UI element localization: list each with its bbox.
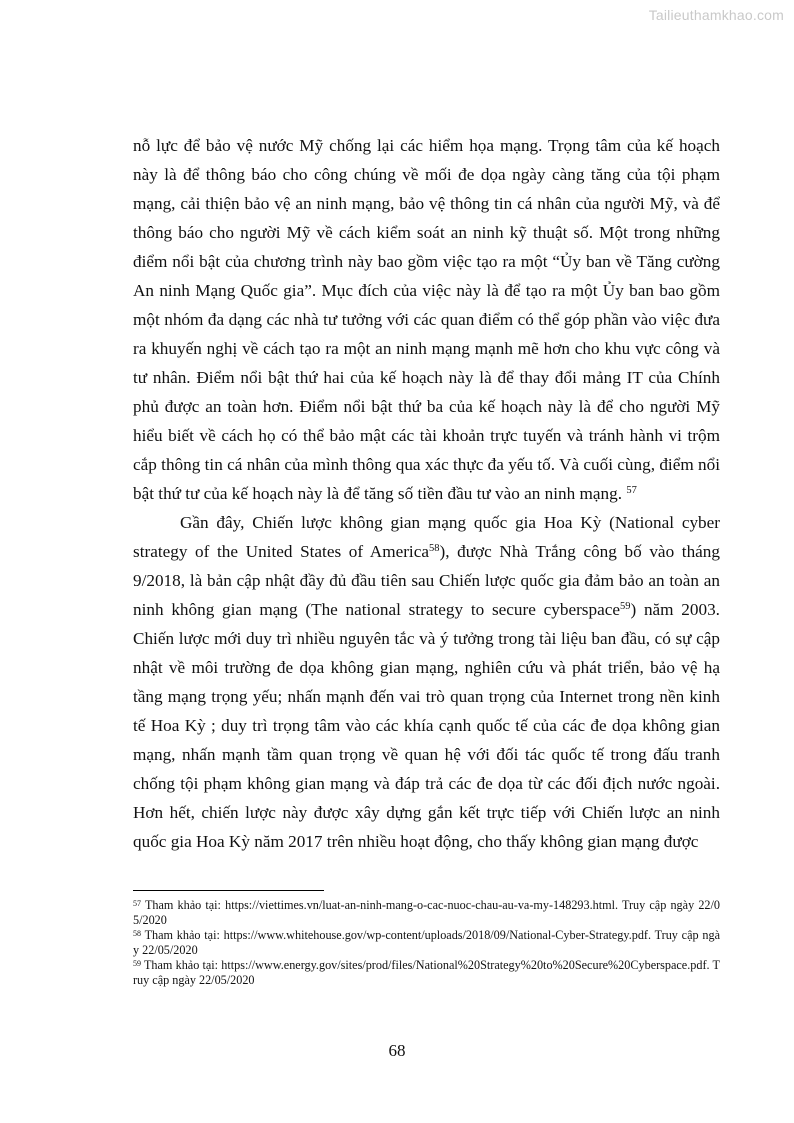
- footnote-number: 58: [133, 929, 141, 938]
- footnote-number: 57: [133, 899, 141, 908]
- footnote-number: 59: [133, 959, 141, 968]
- footnote-58: [133, 928, 720, 958]
- footnote-text: Tham khảo tại: https://viettimes.vn/luat-an-ninh-mang-o-cac-nuoc-chau-au-va-my-148293.html. Truy cập ngày 22/05/2020: [133, 898, 720, 927]
- footnote-57: [133, 898, 720, 928]
- footnote-ref-57: 57: [626, 485, 637, 496]
- body-text: [133, 131, 720, 856]
- paragraph-2-part3: ) năm 2003. Chiến lược mới duy trì nhiều nguyên tắc và ý tưởng trong tài liệu ban đầu, có sự cập nhật về môi trường đe dọa không gian mạng, nghiên cứu và phát triển, bảo vệ hạ tầng mạng trọng yếu; nhấn mạnh đến vai trò quan trọng của Internet trong nền kinh tế Hoa Kỳ ; duy trì trọng tâm vào các khía cạnh quốc tế của các đe dọa không gian mạng, nhấn mạnh tầm quan trọng về quan hệ với đối tác quốc tế trong đấu tranh chống tội phạm không gian mạng và đáp trả các đe dọa từ các đối địch nước ngoài. Hơn hết, chiến lược này được xây dựng gắn kết trực tiếp với Chiến lược an ninh quốc gia Hoa Kỳ năm 2017 trên nhiều hoạt động, cho thấy không gian mạng được: [133, 600, 720, 851]
- watermark: Tailieuthamkhao.com: [648, 7, 784, 23]
- paragraph-2-part2: ), được Nhà Trắng công bố vào tháng 9/2018, là bản cập nhật đầy đủ đầu tiên sau Chiến lược quốc gia đảm bảo an toàn an ninh không gian mạng (The national strategy to secure cyberspace: [133, 542, 720, 619]
- paragraph-1-text: nỗ lực để bảo vệ nước Mỹ chống lại các hiểm họa mạng. Trọng tâm của kế hoạch này là để thông báo cho công chúng về mối đe dọa ngày càng tăng của tội phạm mạng, cải thiện bảo vệ an ninh mạng, bảo vệ thông tin cá nhân của người Mỹ, và để thông báo cho người Mỹ về cách kiểm soát an ninh kỹ thuật số. Một trong những điểm nổi bật của chương trình này bao gồm việc tạo ra một “Ủy ban về Tăng cường An ninh Mạng Quốc gia”. Mục đích của việc này là để tạo ra một Ủy ban bao gồm một nhóm đa dạng các nhà tư tưởng với các quan điểm có thể góp phần vào việc đưa ra khuyến nghị về cách tạo ra một an ninh mạng mạnh mẽ hơn cho khu vực công và tư nhân. Điểm nổi bật thứ hai của kế hoạch này là để thay đổi mảng IT của Chính phủ được an toàn hơn. Điểm nổi bật thứ ba của kế hoạch này là để cho người Mỹ hiểu biết về cách họ có thể bảo mật các tài khoản trực tuyến và tránh hành vi trộm cắp thông tin cá nhân của mình thông qua xác thực đa yếu tố. Và cuối cùng, điểm nổi bật thứ tư của kế hoạch này là để tăng số tiền đầu tư vào an ninh mạng.: [133, 136, 720, 503]
- paragraph-2: [133, 508, 720, 856]
- footnote-divider: [133, 890, 324, 891]
- paragraph-2-part1: Gần đây, Chiến lược không gian mạng quốc gia Hoa Kỳ (National cyber strategy of the United States of America: [133, 513, 720, 561]
- footnote-text: Tham khảo tại: https://www.whitehouse.gov/wp-content/uploads/2018/09/National-Cyber-Strategy.pdf. Truy cập ngày 22/05/2020: [133, 928, 720, 957]
- page-number: 68: [388, 1041, 406, 1060]
- footnote-59: [133, 958, 720, 988]
- footnotes: [133, 898, 720, 988]
- paragraph-1: [133, 131, 720, 508]
- footnote-ref-58: 58: [428, 543, 440, 554]
- footnote-text: Tham khảo tại: https://www.energy.gov/sites/prod/files/National%20Strategy%20to%20Secure%20Cyberspace.pdf. Truy cập ngày 22/05/2020: [133, 958, 720, 987]
- footnote-ref-59: 59: [619, 601, 631, 612]
